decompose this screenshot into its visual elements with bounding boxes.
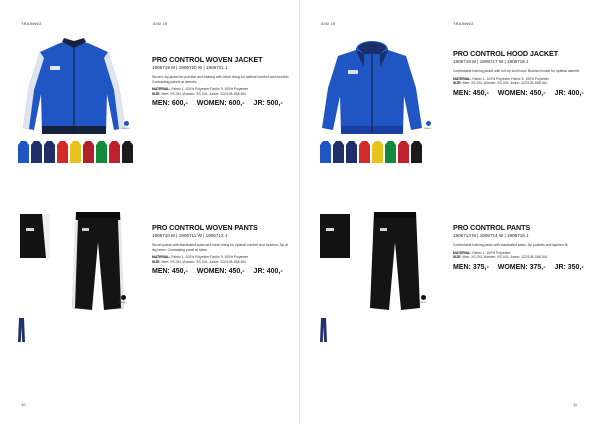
pants-color-swatches: [18, 318, 29, 342]
color-swatch: [18, 318, 29, 342]
color-dot-label: 346000: [122, 128, 130, 130]
color-swatch: [385, 141, 396, 165]
color-dot: [124, 121, 129, 126]
section-header: TRAINING: [453, 21, 474, 26]
color-dot: [421, 295, 426, 300]
color-swatch: [346, 141, 357, 165]
hood-jacket-image: [320, 38, 424, 138]
product-prices: [453, 90, 593, 97]
color-dot: [426, 121, 431, 126]
page-number: 11: [573, 402, 578, 407]
season-header: A/W 19: [153, 21, 168, 26]
pants-info: [453, 223, 593, 271]
woven-pants-info: [152, 223, 292, 275]
product-material: MATERIAL: Fabric 1: 100% Polyester Fabric 3: 100% Polyester SIZE: Men: XS-3XL Women: XS-XXL Junior: 122/128-158/164: [152, 87, 249, 96]
product-title: PRO CONTROL WOVEN PANTS: [152, 223, 258, 232]
hood-color-swatches: [320, 141, 422, 165]
product-title: PRO CONTROL WOVEN JACKET: [152, 55, 263, 64]
color-swatch: [83, 141, 94, 165]
color-swatch: [411, 141, 422, 165]
color-swatch: [31, 141, 42, 165]
product-prices: [453, 264, 593, 271]
color-swatch: [44, 141, 55, 165]
product-sku: 1906713 M | 1906714 W | 1906715 J: [453, 233, 529, 238]
color-swatch: [122, 141, 133, 165]
jacket-color-swatches: [18, 141, 133, 165]
color-dot-label: 346000: [424, 128, 432, 130]
product-material: MATERIAL: Fabric 1: 100% Polyester Fabric 3: 100% Polyester SIZE: Men: XS-3XL Women: XS-XXL Junior: 122/128-158/164: [152, 255, 249, 264]
product-prices: [152, 100, 292, 107]
color-swatch: [70, 141, 81, 165]
page-number: 10: [21, 402, 26, 407]
product-description: Woven pants with elasticated waist and mesh lining for optimal comfort and function. Zip at leg hems. Contrasting panel at sides.: [152, 243, 289, 252]
product-material: MATERIAL: Fabric 1: 100% Polyester SIZE: Men: XS-3XL Women: XS-XXL Junior: 122/128-158/164: [453, 250, 547, 260]
price-men: MEN: 600,-: [152, 100, 188, 108]
season-header: A/W 19: [321, 21, 336, 26]
price-jr: JR: 500,-: [253, 100, 283, 108]
price-men: MEN: 375,-: [453, 263, 489, 271]
pants-color-swatches: [320, 318, 331, 342]
price-women: WOMEN: 600,-: [196, 100, 245, 108]
product-title: PRO CONTROL HOOD JACKET: [453, 49, 558, 58]
price-jr: JR: 400,-: [554, 89, 584, 97]
color-swatch: [398, 141, 409, 165]
woven-pants-detail-image: [20, 214, 50, 258]
woven-pants-image: [68, 212, 128, 312]
color-dot-label: 999000: [119, 302, 127, 304]
woven-jacket-info: [152, 55, 292, 107]
price-women: WOMEN: 450,-: [497, 89, 546, 97]
color-swatch: [18, 141, 29, 165]
color-dot: [121, 295, 126, 300]
color-swatch: [333, 141, 344, 165]
product-prices: [152, 268, 292, 275]
price-women: WOMEN: 450,-: [196, 268, 245, 276]
hood-jacket-info: [453, 49, 593, 97]
product-sku: 1906710 M | 1906711 W | 1906712 J: [152, 233, 228, 238]
pants-image: [366, 212, 427, 312]
pants-detail-image: [320, 214, 350, 258]
section-header: TRAINING: [21, 21, 42, 26]
color-dot-label: 999000: [419, 302, 427, 304]
product-sku: 1906716 M | 1906717 W | 1906718 J: [453, 59, 529, 64]
color-swatch: [320, 141, 331, 165]
woven-jacket-image: [22, 38, 130, 138]
product-description: Woven, zip jacket for practice and training with mesh lining for optimal comfort and function. Contrasting panels at sleeves.: [152, 75, 290, 84]
price-men: MEN: 450,-: [453, 89, 489, 97]
color-swatch: [372, 141, 383, 165]
price-women: WOMEN: 375,-: [497, 263, 546, 271]
right-page: [300, 0, 600, 424]
color-swatch: [320, 318, 331, 342]
price-men: MEN: 450,-: [152, 268, 188, 276]
color-swatch: [109, 141, 120, 165]
product-material: MATERIAL: Fabric 1: 100% Polyester Fabric 3: 100% Polyester SIZE: Men: XS-3XL Women: XS-XXL Junior: 122/128-158/164: [453, 76, 550, 86]
product-sku: 1906719 M | 1906720 W | 1906721 J: [152, 65, 228, 70]
product-title: PRO CONTROL PANTS: [453, 223, 531, 232]
color-swatch: [359, 141, 370, 165]
product-description: Comfortable training pants with elasticated waist. Zip pockets and tapered fit.: [453, 243, 569, 247]
color-swatch: [96, 141, 107, 165]
color-swatch: [57, 141, 68, 165]
price-jr: JR: 350,-: [554, 263, 584, 271]
product-description: Comfortable training jacket with full zip and hood. Brushed inside for optimal warmth.: [453, 69, 581, 73]
price-jr: JR: 400,-: [253, 268, 283, 276]
